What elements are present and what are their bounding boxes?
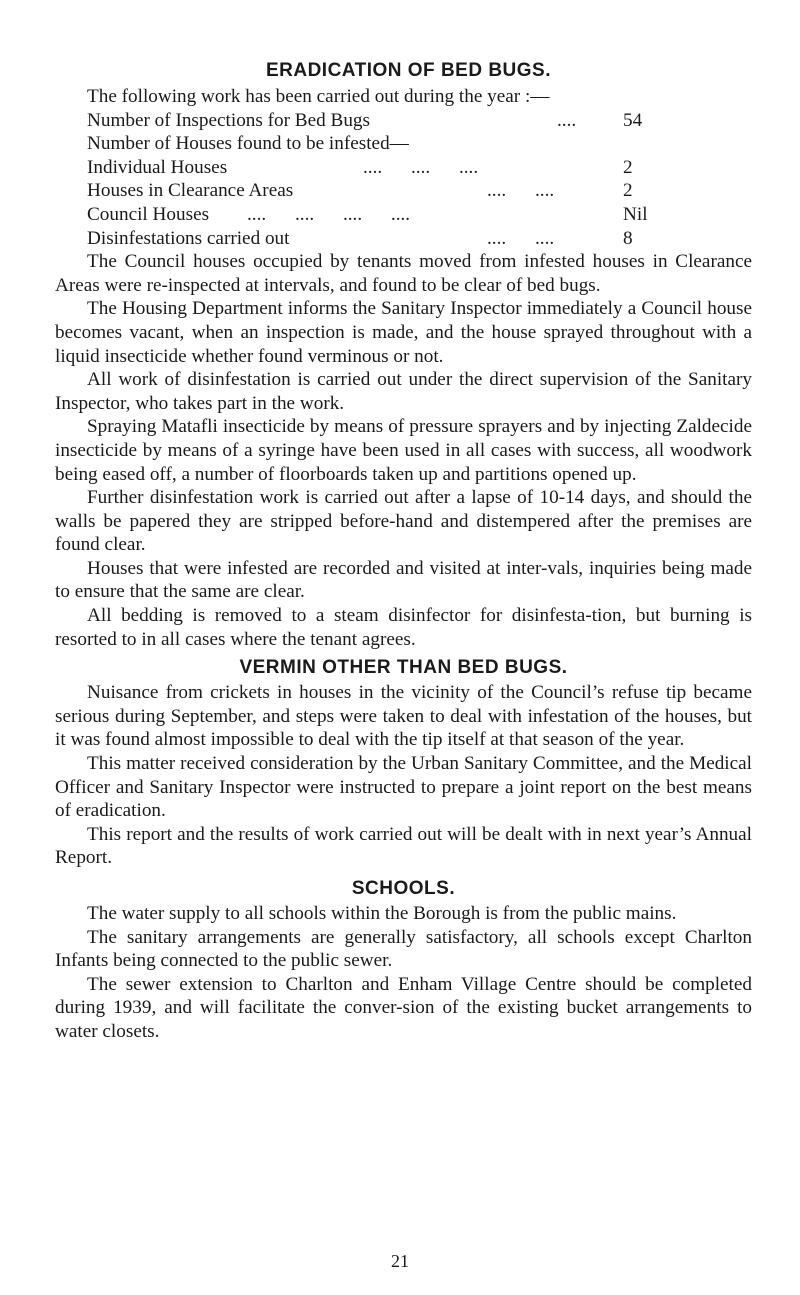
page-number: 21	[391, 1251, 409, 1271]
paragraph: Further disinfestation work is carried out after a lapse of 10-14 days, and should the walls be papered they are stripped before-hand and distempered after the premises are found clear.	[55, 487, 752, 556]
stat-value: 2	[623, 156, 633, 178]
stat-row-clearance	[55, 179, 752, 203]
stat-label: Disinfestations carried out	[87, 227, 290, 249]
document-page	[55, 58, 752, 1044]
section-heading-schools: SCHOOLS.	[351, 878, 456, 899]
stat-value: 54	[623, 109, 643, 131]
stat-leader: .... .... ....	[363, 156, 479, 178]
stat-row-disinfestations	[55, 227, 752, 251]
intro-paragraph: The following work has been carried out during the year :—	[87, 86, 550, 107]
statistics-list	[55, 109, 752, 251]
paragraph: Houses that were infested are recorded and visited at inter-vals, inquiries being made to ensure that the same are clear.	[55, 557, 752, 603]
section-heading-bed-bugs: ERADICATION OF BED BUGS.	[265, 60, 552, 81]
paragraph: All work of disinfestation is carried out under the direct supervision of the Sanitary Inspector, who takes part in the work.	[55, 369, 752, 414]
paragraph: Nuisance from crickets in houses in the vicinity of the Council’s refuse tip became serious during September, and steps were taken to deal with infestation of the houses, but it was found almost impossible to deal with the tip itself at that season of the year.	[55, 682, 752, 751]
stat-label: Houses in Clearance Areas	[87, 180, 294, 202]
stat-value: 2	[623, 180, 633, 202]
stat-leader: ....	[557, 109, 577, 131]
stat-row-individual	[55, 156, 752, 180]
section-heading-vermin: VERMIN OTHER THAN BED BUGS.	[239, 657, 568, 679]
stat-leader: .... .... .... ....	[247, 203, 411, 225]
paragraph: The sewer extension to Charlton and Enham Village Centre should be completed during 1939, and will facilitate the conver-sion of the existing bucket arrangements to water closets.	[55, 973, 752, 1042]
stat-subheading-infested: Number of Houses found to be infested—	[87, 133, 409, 155]
stat-row-inspections	[55, 109, 752, 133]
stat-label: Individual Houses	[87, 156, 228, 178]
stat-row-council	[55, 203, 752, 227]
stat-label: Number of Inspections for Bed Bugs	[87, 109, 370, 131]
paragraph: Spraying Matafli insecticide by means of pressure sprayers and by injecting Zaldecide insecticide by means of a syringe have been used in all cases with success, all woodwork being eased off, a number of floorboards taken up and partitions opened up.	[55, 416, 752, 485]
paragraph: The water supply to all schools within the Borough is from the public mains.	[87, 903, 677, 924]
paragraph: The Council houses occupied by tenants moved from infested houses in Clearance Areas were re-inspected at intervals, and found to be clear of bed bugs.	[55, 251, 752, 296]
paragraph: All bedding is removed to a steam disinfector for disinfesta-tion, but burning is resorted to in all cases where the tenant agrees.	[55, 605, 752, 650]
stat-leader: .... ....	[487, 227, 555, 249]
paragraph: This report and the results of work carried out will be dealt with in next year’s Annual Report.	[55, 823, 752, 869]
paragraph: This matter received consideration by the Urban Sanitary Committee, and the Medical Officer and Sanitary Inspector were instructed to prepare a joint report on the best means of eradication.	[55, 753, 752, 822]
stat-leader: .... ....	[487, 180, 555, 202]
paragraph: The Housing Department informs the Sanitary Inspector immediately a Council house becomes vacant, when an inspection is made, and the house sprayed throughout with a liquid insecticide whether found verminous or not.	[55, 298, 752, 367]
stat-value: 8	[623, 227, 633, 249]
stat-value: Nil	[623, 203, 648, 225]
paragraph: The sanitary arrangements are generally satisfactory, all schools except Charlton Infants being connected to the public sewer.	[55, 926, 752, 972]
stat-label: Council Houses	[87, 203, 210, 225]
